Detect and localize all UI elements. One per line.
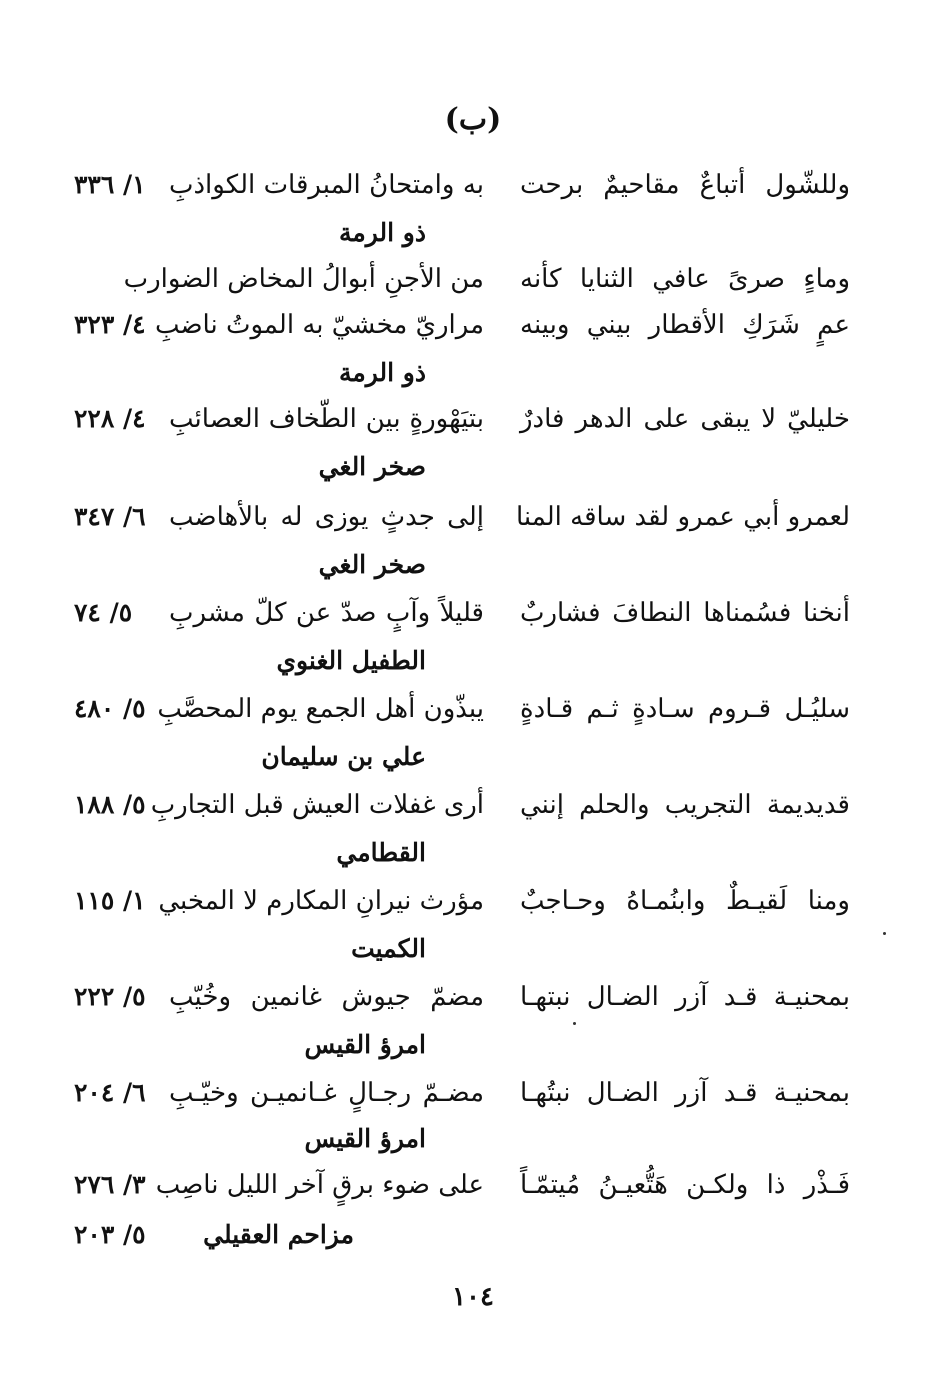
volume-page-reference: ٥/ ٧٤ [74, 598, 133, 627]
volume-page-reference: ٦/ ٢٠٤ [74, 1078, 146, 1107]
volume-page-reference: ٥/ ٤٨٠ [74, 694, 146, 723]
verse-entry [60, 598, 850, 648]
first-hemistich: لعمرو أبي عمرو لقد ساقه المنا [515, 502, 850, 532]
first-hemistich: وماءٍ صرىً عافي الثنايا كأنه [520, 264, 850, 294]
second-hemistich: مضمّ جيوش غانمين وخُيّبِ [169, 982, 484, 1012]
verse-entry [60, 404, 850, 454]
second-hemistich: يبذّون أهل الجمع يوم المحصَّبِ [157, 694, 484, 724]
poet-name: صخر الغي [318, 550, 426, 579]
verse-entry [60, 310, 850, 360]
poet-name: القطامي [336, 838, 426, 867]
poet-name: علي بن سليمان [261, 742, 426, 771]
scan-speck [883, 932, 886, 935]
scan-speck [573, 1022, 576, 1025]
poet-name: الطفيل الغنوي [276, 646, 426, 675]
verse-entry [60, 502, 850, 552]
second-hemistich: من الأجنِ أبوالُ المخاض الضوارب [123, 264, 484, 294]
second-hemistich: به وامتحانُ المبرقات الكواذبِ [169, 170, 484, 200]
first-hemistich: بمحنيـة قـد آزر الضـال نبتُهـا [520, 1078, 850, 1108]
page-number: ١٠٤ [452, 1282, 494, 1312]
second-hemistich: مؤرث نيرانِ المكارم لا المخبي [158, 886, 484, 916]
volume-page-reference: ٤/ ٣٢٣ [74, 310, 146, 339]
verse-entry [60, 1170, 850, 1220]
volume-page-reference: ٤/ ٢٢٨ [74, 404, 146, 433]
poet-name: ذو الرمة [338, 218, 426, 247]
poet-volume-page-reference: ٥/ ٢٠٣ [74, 1220, 146, 1249]
second-hemistich: على ضوء برقٍ آخر الليل ناصِب [155, 1170, 484, 1200]
second-hemistich: قليلاً وآبٍ صدّ عن كلّ مشربِ [169, 598, 484, 628]
volume-page-reference: ١/ ١١٥ [74, 886, 146, 915]
first-hemistich: بمحنيـة قـد آزر الضـال نبتهـا [520, 982, 850, 1012]
verse-entry [60, 170, 850, 220]
poet-name: امرؤ القيس [304, 1030, 426, 1059]
first-hemistich: سليُـل قـروم سـادةٍ ثـم قـادةٍ [520, 694, 850, 724]
verse-entry [60, 982, 850, 1032]
second-hemistich: مراريّ مخشيّ به الموتُ ناضبِ [154, 310, 484, 340]
first-hemistich: فَـذْر ذا ولكـن هَتُّعيـنُ مُيتمّـاً [520, 1170, 850, 1200]
volume-page-reference: ٥/ ١٨٨ [74, 790, 146, 819]
poet-name: ذو الرمة [338, 358, 426, 387]
second-hemistich: مضـمّ رجـالٍ غـانميـن وخيّـبِ [169, 1078, 484, 1108]
verse-entry [60, 790, 850, 840]
second-hemistich: أرى غفلات العيش قبل التجاربِ [150, 790, 484, 820]
verse-entry [60, 694, 850, 744]
verse-entry [60, 1078, 850, 1128]
poet-name: مزاحم العقيلي [203, 1220, 354, 1249]
second-hemistich: إلى جدثٍ يوزى له بالأهاضب [169, 502, 484, 532]
section-heading: (ب) [444, 102, 502, 137]
first-hemistich: وللشّول أتباعٌ مقاحيمٌ برحت [520, 170, 850, 200]
verse-entry [60, 264, 850, 314]
volume-page-reference: ٦/ ٣٤٧ [74, 502, 146, 531]
first-hemistich: ومنا لَقيـطٌ وابنُمـاهُ وحـاجبٌ [520, 886, 850, 916]
verse-entry [60, 886, 850, 936]
first-hemistich: عمٍ شَرَكِ الأقطار بيني وبينه [520, 310, 850, 340]
volume-page-reference: ٥/ ٢٢٢ [74, 982, 146, 1011]
second-hemistich: بتيَهْورةٍ بين الطّخاف العصائبِ [169, 404, 484, 434]
poet-name: الكميت [351, 934, 426, 963]
volume-page-reference: ٣/ ٢٧٦ [74, 1170, 146, 1199]
first-hemistich: أنخنا فسُمناها النطافَ فشاربٌ [520, 598, 850, 628]
first-hemistich: قديديمة التجريب والحلم إنني [520, 790, 850, 820]
volume-page-reference: ١/ ٣٣٦ [74, 170, 146, 199]
poet-name: صخر الغي [318, 452, 426, 481]
poet-name: امرؤ القيس [304, 1124, 426, 1153]
first-hemistich: خليليّ لا يبقى على الدهر فادرٌ [520, 404, 850, 434]
